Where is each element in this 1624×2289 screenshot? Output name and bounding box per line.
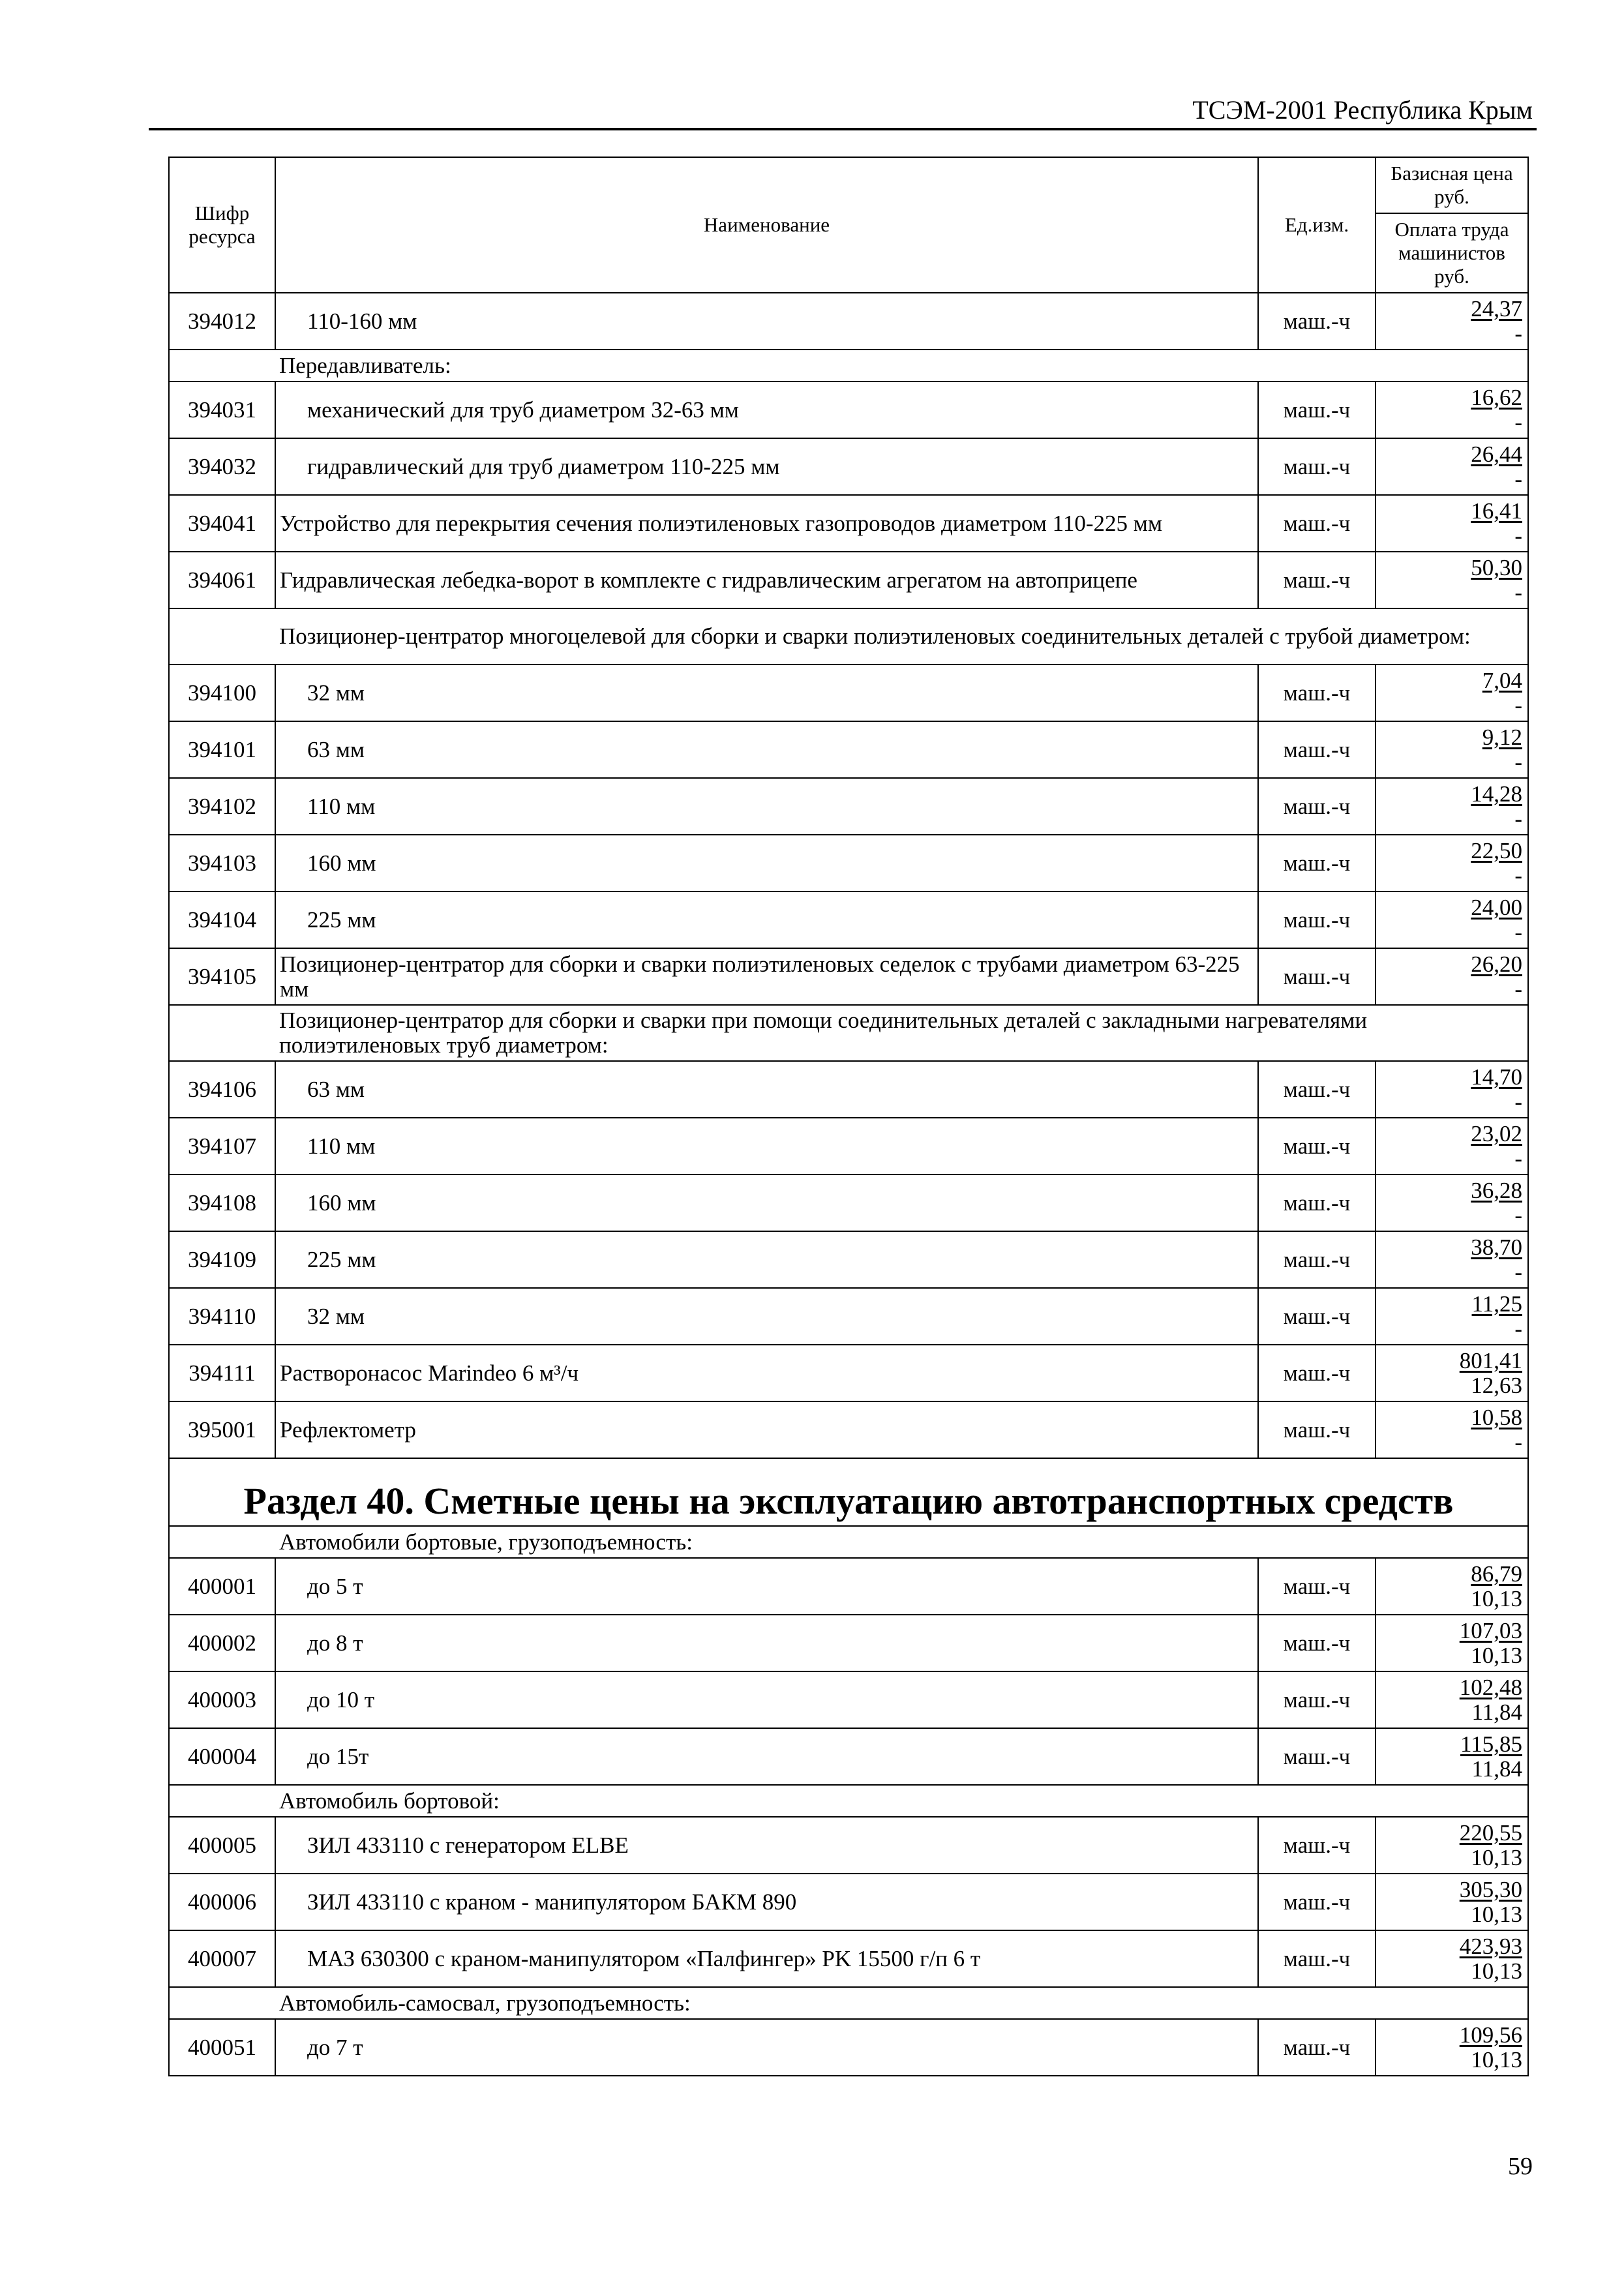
group-heading-row [169, 608, 1528, 665]
cell-name: 32 мм [275, 1288, 1258, 1345]
table-row [169, 1558, 1528, 1615]
cell-name: ЗИЛ 433110 с краном - манипулятором БАКМ 890 [275, 1874, 1258, 1930]
cell-price [1376, 1874, 1528, 1930]
table-row [169, 1061, 1528, 1118]
cell-price [1376, 778, 1528, 835]
cell-price [1376, 1174, 1528, 1231]
table-row [169, 1874, 1528, 1930]
price-base-value: 102,48 [1459, 1674, 1522, 1700]
cell-price [1376, 1930, 1528, 1987]
cell-unit: маш.-ч [1258, 1118, 1376, 1174]
price-labor-value: - [1514, 749, 1522, 775]
price-base-value: 305,30 [1459, 1876, 1522, 1902]
cell-code: 394041 [169, 495, 275, 552]
table-row [169, 1615, 1528, 1671]
price-labor-value: - [1514, 919, 1522, 945]
cell-name: 110 мм [275, 778, 1258, 835]
group-heading-row [169, 1526, 1528, 1558]
price-labor-value: - [1514, 1145, 1522, 1171]
group-heading: Автомобиль бортовой: [275, 1785, 1528, 1817]
cell-unit: маш.-ч [1258, 1288, 1376, 1345]
table-row [169, 835, 1528, 891]
cell-code: 400051 [169, 2019, 275, 2076]
cell-code: 394102 [169, 778, 275, 835]
price-base-value: 24,00 [1471, 894, 1522, 920]
cell-code: 394101 [169, 721, 275, 778]
price-table [168, 157, 1529, 2076]
cell-unit: маш.-ч [1258, 721, 1376, 778]
group-heading: Позиционер-центратор для сборки и сварки при помощи соединительных деталей с закладными нагревателями полиэтиленовых труб диаметром: [275, 1005, 1528, 1061]
section-heading-row [169, 1458, 1528, 1526]
price-base-value: 16,62 [1471, 384, 1522, 410]
table-row [169, 382, 1528, 438]
cell-unit: маш.-ч [1258, 1061, 1376, 1118]
price-base-value: 109,56 [1459, 2022, 1522, 2048]
cell-code: 394106 [169, 1061, 275, 1118]
group-heading: Передавливатель: [275, 350, 1528, 382]
cell-code: 400006 [169, 1874, 275, 1930]
cell-price [1376, 552, 1528, 608]
group-heading: Автомобили бортовые, грузоподъемность: [275, 1526, 1528, 1558]
cell-price [1376, 1118, 1528, 1174]
cell-name: 63 мм [275, 1061, 1258, 1118]
group-heading-row [169, 1785, 1528, 1817]
table-row [169, 1401, 1528, 1458]
cell-code: 394012 [169, 293, 275, 350]
column-header-name: Наименование [275, 157, 1258, 293]
cell-price [1376, 1671, 1528, 1728]
group-code-cell [169, 1987, 275, 2019]
group-code-cell [169, 1005, 275, 1061]
cell-price [1376, 1817, 1528, 1874]
cell-unit: маш.-ч [1258, 665, 1376, 721]
table-body [169, 293, 1528, 2076]
price-base-value: 14,28 [1471, 781, 1522, 807]
document-header-title: ТСЭМ-2001 Республика Крым [1192, 95, 1533, 125]
group-code-cell [169, 1785, 275, 1817]
cell-price [1376, 293, 1528, 350]
cell-price [1376, 1231, 1528, 1288]
price-base-value: 220,55 [1459, 1819, 1522, 1846]
table-row [169, 1930, 1528, 1987]
cell-price [1376, 1558, 1528, 1615]
price-labor-value: - [1514, 692, 1522, 718]
cell-price [1376, 1728, 1528, 1785]
cell-code: 400003 [169, 1671, 275, 1728]
price-labor-value: 10,13 [1471, 1844, 1522, 1870]
price-base-value: 14,70 [1471, 1064, 1522, 1090]
price-labor-value: - [1514, 522, 1522, 548]
price-labor-value: - [1514, 1202, 1522, 1228]
table-row [169, 721, 1528, 778]
cell-price [1376, 1061, 1528, 1118]
cell-price [1376, 438, 1528, 495]
cell-name: до 5 т [275, 1558, 1258, 1615]
column-header-price-labor: Оплата труда машинистов руб. [1394, 218, 1509, 288]
price-base-value: 16,41 [1471, 498, 1522, 524]
cell-name: Гидравлическая лебедка-ворот в комплекте с гидравлическим агрегатом на автоприцепе [275, 552, 1258, 608]
price-base-value: 24,37 [1471, 295, 1522, 322]
price-base-value: 11,25 [1471, 1291, 1522, 1317]
cell-unit: маш.-ч [1258, 2019, 1376, 2076]
cell-code: 394100 [169, 665, 275, 721]
table-row [169, 1728, 1528, 1785]
group-heading: Позиционер-центратор многоцелевой для сборки и сварки полиэтиленовых соединительных деталей с трубой диаметром: [275, 608, 1528, 665]
section-heading: Раздел 40. Сметные цены на эксплуатацию автотранспортных средств [169, 1458, 1528, 1526]
cell-unit: маш.-ч [1258, 382, 1376, 438]
cell-unit: маш.-ч [1258, 1174, 1376, 1231]
cell-price [1376, 1401, 1528, 1458]
cell-name: 110-160 мм [275, 293, 1258, 350]
cell-price [1376, 948, 1528, 1005]
cell-code: 394111 [169, 1345, 275, 1401]
cell-unit: маш.-ч [1258, 1671, 1376, 1728]
cell-unit: маш.-ч [1258, 1930, 1376, 1987]
price-labor-value: - [1514, 1259, 1522, 1285]
price-labor-value: 11,84 [1471, 1756, 1522, 1782]
cell-name: 160 мм [275, 1174, 1258, 1231]
cell-name: Устройство для перекрытия сечения полиэтиленовых газопроводов диаметром 110-225 мм [275, 495, 1258, 552]
cell-unit: маш.-ч [1258, 495, 1376, 552]
cell-name: 63 мм [275, 721, 1258, 778]
cell-name: механический для труб диаметром 32-63 мм [275, 382, 1258, 438]
table-row [169, 2019, 1528, 2076]
column-header-unit: Ед.изм. [1258, 157, 1376, 293]
cell-code: 394105 [169, 948, 275, 1005]
cell-code: 394031 [169, 382, 275, 438]
price-labor-value: 12,63 [1471, 1372, 1522, 1398]
page-number: 59 [1508, 2153, 1533, 2180]
price-labor-value: - [1514, 1088, 1522, 1115]
price-labor-value: 10,13 [1471, 1958, 1522, 1984]
cell-price [1376, 382, 1528, 438]
price-base-value: 26,20 [1471, 951, 1522, 977]
price-labor-value: - [1514, 466, 1522, 492]
group-code-cell [169, 608, 275, 665]
cell-name: до 15т [275, 1728, 1258, 1785]
cell-name: Рефлектометр [275, 1401, 1258, 1458]
table-header-row [169, 157, 1528, 293]
table-row [169, 891, 1528, 948]
column-header-price [1376, 157, 1528, 293]
price-labor-value: 10,13 [1471, 1901, 1522, 1927]
cell-price [1376, 495, 1528, 552]
price-base-value: 23,02 [1471, 1120, 1522, 1146]
cell-price [1376, 1288, 1528, 1345]
price-labor-value: - [1514, 862, 1522, 888]
group-code-cell [169, 350, 275, 382]
cell-code: 400007 [169, 1930, 275, 1987]
cell-price [1376, 891, 1528, 948]
cell-unit: маш.-ч [1258, 1231, 1376, 1288]
cell-price [1376, 1615, 1528, 1671]
price-labor-value: - [1514, 320, 1522, 346]
cell-code: 394108 [169, 1174, 275, 1231]
cell-unit: маш.-ч [1258, 1615, 1376, 1671]
cell-code: 394032 [169, 438, 275, 495]
cell-name: Растворонасос Marindeo 6 м³/ч [275, 1345, 1258, 1401]
price-base-value: 36,28 [1471, 1177, 1522, 1203]
price-base-value: 107,03 [1459, 1617, 1522, 1643]
cell-code: 394109 [169, 1231, 275, 1288]
price-labor-value: - [1514, 976, 1522, 1002]
cell-code: 394104 [169, 891, 275, 948]
price-labor-value: 10,13 [1471, 1585, 1522, 1611]
price-base-value: 22,50 [1471, 837, 1522, 863]
table-row [169, 552, 1528, 608]
cell-unit: маш.-ч [1258, 1874, 1376, 1930]
cell-code: 400004 [169, 1728, 275, 1785]
cell-price [1376, 665, 1528, 721]
group-heading-row [169, 1005, 1528, 1061]
cell-name: до 8 т [275, 1615, 1258, 1671]
price-base-value: 86,79 [1471, 1561, 1522, 1587]
group-heading-row [169, 350, 1528, 382]
price-base-value: 26,44 [1471, 441, 1522, 467]
table-row [169, 1231, 1528, 1288]
cell-unit: маш.-ч [1258, 1817, 1376, 1874]
cell-name: ЗИЛ 433110 с генератором ELBE [275, 1817, 1258, 1874]
cell-unit: маш.-ч [1258, 1558, 1376, 1615]
cell-unit: маш.-ч [1258, 1401, 1376, 1458]
column-header-price-base: Базисная цена руб. [1376, 158, 1527, 214]
cell-name: Позиционер-центратор для сборки и сварки полиэтиленовых седелок с трубами диаметром 63-225 мм [275, 948, 1258, 1005]
column-header-code: Шифр ресурса [169, 157, 275, 293]
table-row [169, 948, 1528, 1005]
cell-unit: маш.-ч [1258, 835, 1376, 891]
table-row [169, 1817, 1528, 1874]
cell-name: до 10 т [275, 1671, 1258, 1728]
cell-price [1376, 835, 1528, 891]
price-base-value: 115,85 [1460, 1731, 1522, 1757]
price-labor-value: 10,13 [1471, 2046, 1522, 2072]
price-base-value: 38,70 [1471, 1234, 1522, 1260]
cell-code: 394110 [169, 1288, 275, 1345]
cell-code: 394061 [169, 552, 275, 608]
group-code-cell [169, 1526, 275, 1558]
header-divider [149, 128, 1537, 130]
cell-name: 225 мм [275, 1231, 1258, 1288]
cell-price [1376, 1345, 1528, 1401]
price-labor-value: - [1514, 409, 1522, 435]
group-heading: Автомобиль-самосвал, грузоподъемность: [275, 1987, 1528, 2019]
cell-name: МАЗ 630300 с краном-манипулятором «Палфингер» PK 15500 г/п 6 т [275, 1930, 1258, 1987]
cell-name: 32 мм [275, 665, 1258, 721]
cell-name: до 7 т [275, 2019, 1258, 2076]
table-row [169, 1118, 1528, 1174]
cell-code: 394103 [169, 835, 275, 891]
table-row [169, 778, 1528, 835]
cell-code: 400005 [169, 1817, 275, 1874]
price-labor-value: - [1514, 579, 1522, 605]
cell-name: 160 мм [275, 835, 1258, 891]
table-row [169, 1174, 1528, 1231]
table-row [169, 1671, 1528, 1728]
table-row [169, 1288, 1528, 1345]
cell-unit: маш.-ч [1258, 1728, 1376, 1785]
cell-unit: маш.-ч [1258, 293, 1376, 350]
group-heading-row [169, 1987, 1528, 2019]
cell-unit: маш.-ч [1258, 552, 1376, 608]
table-row [169, 438, 1528, 495]
price-labor-value: 11,84 [1471, 1699, 1522, 1725]
cell-unit: маш.-ч [1258, 1345, 1376, 1401]
price-base-value: 801,41 [1459, 1347, 1522, 1373]
cell-name: 110 мм [275, 1118, 1258, 1174]
table-row [169, 293, 1528, 350]
cell-code: 395001 [169, 1401, 275, 1458]
table-row [169, 1345, 1528, 1401]
price-labor-value: - [1514, 1315, 1522, 1341]
price-base-value: 9,12 [1482, 724, 1522, 750]
cell-code: 400001 [169, 1558, 275, 1615]
cell-unit: маш.-ч [1258, 438, 1376, 495]
table-row [169, 495, 1528, 552]
price-labor-value: - [1514, 1429, 1522, 1455]
price-labor-value: - [1514, 805, 1522, 831]
cell-unit: маш.-ч [1258, 778, 1376, 835]
price-labor-value: 10,13 [1471, 1642, 1522, 1668]
cell-code: 394107 [169, 1118, 275, 1174]
price-base-value: 7,04 [1482, 667, 1522, 693]
price-base-value: 423,93 [1459, 1933, 1522, 1959]
cell-unit: маш.-ч [1258, 948, 1376, 1005]
cell-price [1376, 2019, 1528, 2076]
cell-price [1376, 721, 1528, 778]
table-row [169, 665, 1528, 721]
cell-name: 225 мм [275, 891, 1258, 948]
cell-unit: маш.-ч [1258, 891, 1376, 948]
price-base-value: 10,58 [1471, 1404, 1522, 1430]
price-base-value: 50,30 [1471, 554, 1522, 580]
cell-name: гидравлический для труб диаметром 110-225 мм [275, 438, 1258, 495]
cell-code: 400002 [169, 1615, 275, 1671]
